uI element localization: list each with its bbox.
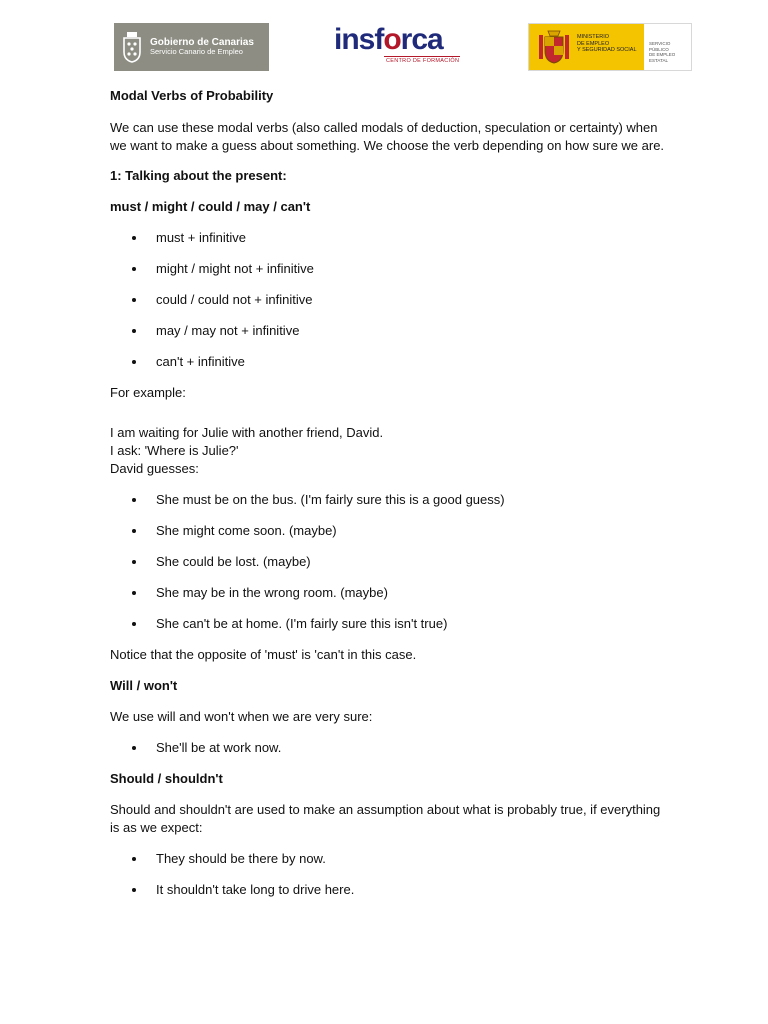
list-item bbox=[110, 229, 670, 247]
present-verbs-line: must / might / could / may / can't bbox=[110, 199, 311, 214]
insforca-wordmark-text: insforca bbox=[334, 23, 443, 56]
bullet-icon bbox=[132, 360, 136, 364]
bullet-icon bbox=[132, 591, 136, 595]
should-examples-list bbox=[110, 850, 670, 899]
insforca-rule bbox=[384, 56, 460, 57]
list-item-text: must + infinitive bbox=[156, 230, 246, 245]
list-item-text: It shouldn't take long to drive here. bbox=[156, 882, 355, 897]
ministerio-line: MINISTERIO bbox=[577, 34, 610, 40]
ministerio-line: Y SEGURIDAD SOCIAL bbox=[577, 47, 637, 54]
document-title: Modal Verbs of Probability bbox=[110, 88, 274, 103]
list-item bbox=[110, 491, 670, 509]
ministerio-text bbox=[577, 34, 637, 54]
list-item-text: She must be on the bus. (I'm fairly sure this is a good guess) bbox=[156, 492, 505, 507]
document-body bbox=[110, 84, 670, 899]
sepe-line: SERVICIO PÚBLICO bbox=[649, 41, 671, 52]
list-item-text: may / may not + infinitive bbox=[156, 323, 300, 338]
list-item-text: She could be lost. (maybe) bbox=[156, 554, 311, 569]
bullet-icon bbox=[132, 622, 136, 626]
page-header bbox=[0, 0, 768, 80]
list-item bbox=[110, 850, 670, 868]
list-item bbox=[110, 584, 670, 602]
insforca-subtitle: CENTRO DE FORMACIÓN bbox=[386, 58, 460, 64]
list-item-text: She'll be at work now. bbox=[156, 740, 282, 755]
bullet-icon bbox=[132, 857, 136, 861]
canarias-subtitle: Servicio Canario de Empleo bbox=[150, 47, 243, 57]
list-item-text: might / might not + infinitive bbox=[156, 261, 314, 276]
for-example-label: For example: bbox=[110, 385, 186, 400]
insforca-logo bbox=[330, 20, 462, 72]
will-examples-list bbox=[110, 739, 670, 757]
list-item bbox=[110, 522, 670, 540]
bullet-icon bbox=[132, 498, 136, 502]
list-item bbox=[110, 553, 670, 571]
bullet-icon bbox=[132, 746, 136, 750]
sepe-text bbox=[649, 41, 691, 64]
ministerio-yellow-panel bbox=[529, 24, 644, 70]
list-item bbox=[110, 739, 670, 757]
list-item bbox=[110, 881, 670, 899]
should-intro: Should and shouldn't are used to make an assumption about what is probably true, if everything is as we expect: bbox=[110, 802, 661, 835]
list-item bbox=[110, 322, 670, 340]
bullet-icon bbox=[132, 267, 136, 271]
list-item bbox=[110, 353, 670, 371]
should-heading: Should / shouldn't bbox=[110, 771, 223, 786]
example-line: I ask: 'Where is Julie?' bbox=[110, 443, 239, 458]
insforca-accent-letter: o bbox=[383, 23, 401, 56]
list-item bbox=[110, 291, 670, 309]
list-item bbox=[110, 260, 670, 278]
guesses-list bbox=[110, 491, 670, 633]
section1-heading: 1: Talking about the present: bbox=[110, 168, 287, 183]
bullet-icon bbox=[132, 560, 136, 564]
example-line: David guesses: bbox=[110, 461, 199, 476]
bullet-icon bbox=[132, 529, 136, 533]
list-item-text: can't + infinitive bbox=[156, 354, 245, 369]
ministerio-line: DE EMPLEO bbox=[577, 40, 610, 47]
notice-paragraph: Notice that the opposite of 'must' is 'can't in this case. bbox=[110, 647, 417, 662]
bullet-icon bbox=[132, 236, 136, 240]
list-item-text: She might come soon. (maybe) bbox=[156, 523, 337, 538]
bullet-icon bbox=[132, 329, 136, 333]
canarias-seal-icon bbox=[120, 30, 144, 64]
bullet-icon bbox=[132, 888, 136, 892]
list-item-text: They should be there by now. bbox=[156, 851, 326, 866]
bullet-icon bbox=[132, 298, 136, 302]
example-line: I am waiting for Julie with another friend, David. bbox=[110, 425, 384, 440]
gobierno-canarias-logo bbox=[114, 23, 269, 71]
sepe-line: DE EMPLEO ESTATAL bbox=[649, 52, 676, 63]
spain-coat-of-arms-icon bbox=[537, 29, 571, 65]
list-item-text: She may be in the wrong room. (maybe) bbox=[156, 585, 388, 600]
will-heading: Will / won't bbox=[110, 678, 178, 693]
list-item-text: She can't be at home. (I'm fairly sure this isn't true) bbox=[156, 616, 448, 631]
canarias-title: Gobierno de Canarias bbox=[150, 36, 254, 48]
list-item-text: could / could not + infinitive bbox=[156, 292, 313, 307]
will-intro: We use will and won't when we are very sure: bbox=[110, 709, 373, 724]
ministerio-logo bbox=[528, 23, 692, 71]
present-forms-list bbox=[110, 229, 670, 371]
insforca-wordmark bbox=[334, 22, 443, 58]
list-item bbox=[110, 615, 670, 633]
intro-paragraph: We can use these modal verbs (also called modals of deduction, speculation or certainty) when we want to make a guess about something. We choose the verb depending on how sure we are. bbox=[110, 120, 665, 153]
